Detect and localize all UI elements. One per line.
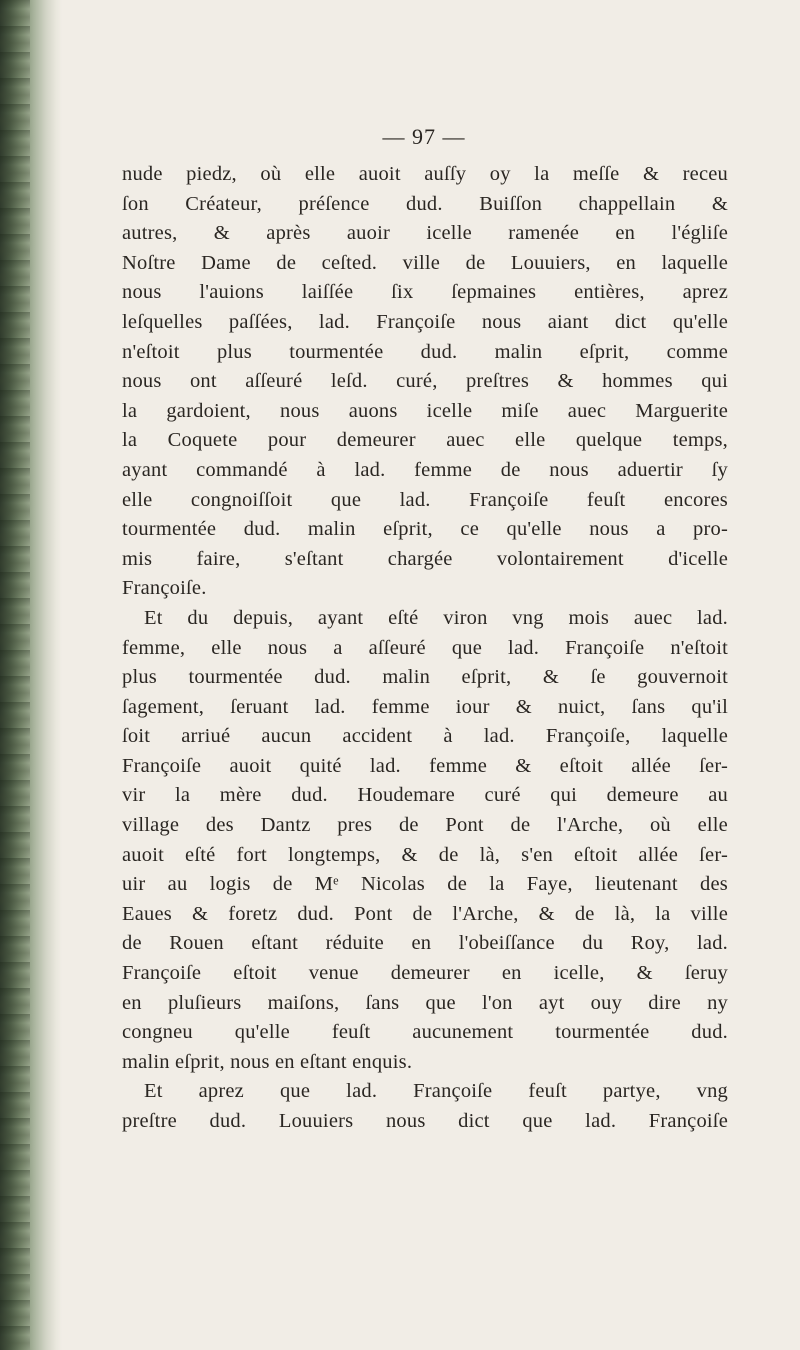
text-line: ſagement, ſeruant lad. femme iour & nuict, ſans qu'il: [122, 695, 728, 718]
text-line: ſon Créateur, préſence dud. Buiſſon chappellain &: [122, 192, 728, 215]
text-line: preſtre dud. Louuiers nous dict que lad. Françoiſe: [122, 1110, 728, 1132]
text-line: congneu qu'elle feuſt aucunement tourmentée dud.: [122, 1021, 728, 1044]
text-line: Françoiſe.: [122, 577, 207, 600]
text-line: Et du depuis, ayant eſté viron vng mois auec lad.: [144, 606, 728, 629]
text-line: ſoit arriué aucun accident à lad. Françoiſe, laquelle: [122, 725, 728, 748]
text-line: Noſtre Dame de ceſted. ville de Louuiers, en laquelle: [122, 251, 728, 274]
text-line: plus tourmentée dud. malin eſprit, & ſe gouvernoit: [122, 666, 728, 689]
text-line: autres, & après auoir icelle ramenée en l'égliſe: [122, 222, 728, 245]
text-line: ayant commandé à lad. femme de nous aduertir ſy: [122, 458, 728, 481]
text-line: Françoiſe eſtoit venue demeurer en icelle, & ſeruy: [122, 962, 728, 985]
text-line: en pluſieurs maiſons, ſans que l'on ayt ouy dire ny: [122, 991, 728, 1014]
text-line: mis faire, s'eſtant chargée volontairement d'icelle: [122, 547, 728, 570]
text-line: Françoiſe auoit quité lad. femme & eſtoit allée ſer-: [122, 754, 728, 777]
text-line: Et aprez que lad. Françoiſe feuſt partye, vng: [144, 1080, 728, 1103]
text-line: uir au logis de Mᵉ Nicolas de la Faye, lieutenant des: [122, 873, 728, 896]
text-line: nous ont aſſeuré leſd. curé, preſtres & hommes qui: [122, 370, 728, 393]
text-line: la gardoient, nous auons icelle miſe auec Marguerite: [122, 399, 728, 422]
text-line: malin eſprit, nous en eſtant enquis.: [122, 1050, 413, 1073]
text-line: leſquelles paſſées, lad. Françoiſe nous aiant dict qu'elle: [122, 310, 728, 333]
text-line: nous l'auions laiſſée ſix ſepmaines entières, aprez: [122, 281, 728, 304]
page-number: — 97 —: [382, 124, 466, 149]
text-line: n'eſtoit plus tourmentée dud. malin eſprit, comme: [122, 340, 728, 363]
text-line: village des Dantz pres de Pont de l'Arche, où elle: [122, 814, 728, 837]
text-line: elle congnoiſſoit que lad. Françoiſe feuſt encores: [122, 488, 728, 511]
book-binding-edge: [0, 0, 62, 1350]
text-line: tourmentée dud. malin eſprit, ce qu'elle nous a pro-: [122, 518, 728, 541]
text-line: de Rouen eſtant réduite en l'obeiſſance du Roy, lad.: [122, 932, 728, 955]
text-line: nude piedz, où elle auoit auſſy oy la meſſe & receu: [122, 163, 728, 185]
text-line: femme, elle nous a aſſeuré que lad. Françoiſe n'eſtoit: [122, 636, 728, 659]
text-line: la Coquete pour demeurer auec elle quelque temps,: [122, 429, 728, 452]
text-line: vir la mère dud. Houdemare curé qui demeure au: [122, 784, 728, 807]
text-line: auoit eſté fort longtemps, & de là, s'en eſtoit allée ſer-: [122, 843, 728, 866]
body-text: [122, 160, 728, 1137]
text-line: Eaues & foretz dud. Pont de l'Arche, & de là, la ville: [122, 902, 728, 925]
